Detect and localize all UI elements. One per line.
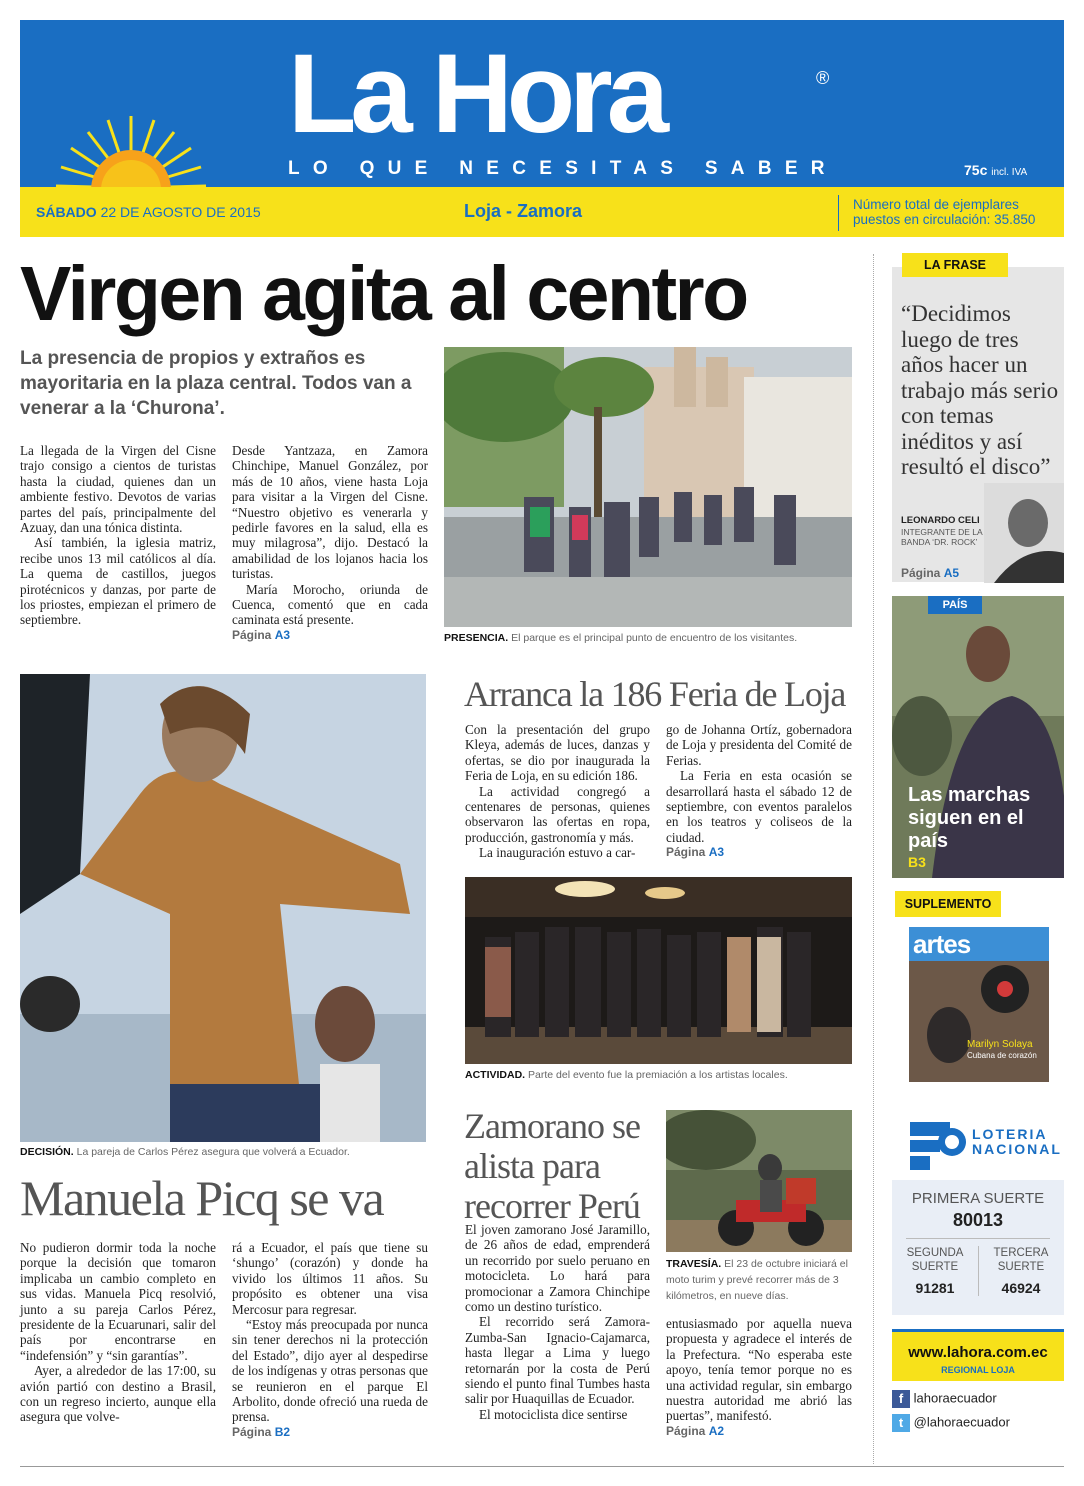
page-number: A3 — [274, 627, 291, 642]
page-label: Página — [901, 566, 941, 580]
frase-tag: LA FRASE — [902, 253, 1008, 277]
picq-headline: Manuela Picq se va — [20, 1170, 384, 1226]
suplemento-box[interactable] — [892, 891, 1064, 1091]
loteria-logo — [908, 1116, 1062, 1178]
lead-paragraph: María Morocho, oriunda de Cuenca, comentó que en cada caminata está presente. — [232, 581, 428, 628]
price-note: incl. IVA — [991, 167, 1028, 178]
caption-label: DECISIÓN. — [20, 1146, 74, 1158]
suplemento-cover — [909, 927, 1049, 1082]
web-box[interactable] — [892, 1329, 1064, 1381]
picq-column-2 — [232, 1240, 428, 1440]
page-number: A2 — [708, 1423, 725, 1438]
date-rest: 22 DE AGOSTO DE 2015 — [100, 204, 261, 220]
logo-text: La Hora — [288, 31, 663, 156]
frase-page-ref[interactable] — [901, 566, 959, 580]
zamorano-photo — [666, 1110, 852, 1252]
picq-column-1 — [20, 1240, 216, 1425]
picq-page-ref[interactable] — [232, 1425, 428, 1440]
page-number: A3 — [708, 845, 725, 860]
zamorano-column-1 — [465, 1222, 650, 1422]
feria-column-1 — [465, 722, 650, 861]
zamorano-headline: Zamorano se alista para recorrer Perú — [464, 1106, 640, 1226]
caption-text: El parque es el principal punto de encuentro de los visitantes. — [511, 632, 798, 644]
loteria-brand: LOTERIA — [972, 1126, 1048, 1142]
page-label: Página — [232, 627, 272, 642]
price-value: 75c — [964, 162, 988, 178]
frase-author: LEONARDO CELI — [901, 515, 980, 526]
lead-column-1 — [20, 443, 216, 628]
suplemento-cover-title: artes — [913, 929, 971, 959]
circulation-line2: puestos en circulación: 35.850 — [853, 212, 1036, 227]
feria-paragraph: Con la presentación del grupo Kleya, además de luces, danzas y ofertas, se dio por inaugurada la Feria de Loja, en su edición 186. — [465, 722, 650, 784]
bottom-rule — [20, 1466, 1064, 1467]
picq-photo-caption — [20, 1146, 426, 1158]
frase-box — [892, 258, 1064, 582]
tercera-number: 46924 — [1001, 1280, 1041, 1296]
caption-text: El 23 de octubre iniciará el moto turim y prevé recorrer más de 3 kilómetros, en nueve días. — [666, 1258, 848, 1302]
facebook-icon: f — [892, 1390, 910, 1408]
suplemento-cover-line1: Marilyn Solaya — [967, 1039, 1033, 1050]
segunda-label-line1: SEGUNDA — [906, 1247, 964, 1259]
lead-column-2 — [232, 443, 428, 643]
sidebar-divider — [873, 254, 874, 1464]
picq-photo — [20, 674, 426, 1142]
circulation-divider — [838, 195, 839, 231]
pais-tag: PAÍS — [928, 596, 982, 614]
feria-photo — [465, 877, 852, 1064]
suplemento-tag: SUPLEMENTO — [895, 891, 1001, 917]
zamorano-paragraph: entusiasmado por aquella nueva propuesta y agradece el interés de la Prefectura. “No esperaba este apoyo, tenía temor porque no es una actividad regular, sin embargo nuestra autoridad me abrió las puertas”, manifestó. — [666, 1316, 852, 1424]
slogan: LO QUE NECESITAS SABER — [288, 158, 838, 179]
caption-label: PRESENCIA. — [444, 632, 509, 644]
zamorano-paragraph: El recorrido será Zamora-Zumba-San Ignacio-Cajamarca, hasta llegar a Lima y luego retornarán por la costa de Perú siendo el punto final Tumbes hasta salir por Huaquillas de Ecuador. — [465, 1314, 650, 1407]
feria-paragraph: go de Johanna Ortíz, gobernadora de Loja y presidenta del Comité de Ferias. — [666, 722, 852, 768]
lead-page-ref[interactable] — [232, 628, 428, 643]
tercera-label-line2: SUERTE — [997, 1261, 1045, 1273]
date-day: SÁBADO — [36, 204, 97, 220]
caption-label: ACTIVIDAD. — [465, 1069, 526, 1081]
loteria-box — [892, 1110, 1064, 1315]
loteria-emblem-icon — [908, 1116, 968, 1174]
lead-paragraph: Así también, la iglesia matriz, recibe unos 13 mil católicos al día. La quema de castillos, juegos pirotécnicos y danzas, por parte de los priostes, empiezan el primero de septiembre. — [20, 535, 216, 628]
page-number: B2 — [274, 1424, 291, 1439]
date-band — [20, 187, 1064, 237]
lead-paragraph: Desde Yantzaza, en Zamora Chinchipe, Manuel González, por más de 10 años, viene hasta Loja para visitar a la Virgen del Cisne. “Nuestro objetivo es venerarla y pedirle favores en la salud, ella es muy milagrosa”, dijo. Destacó la amabilidad de los lojanos hacia los turistas. — [232, 443, 428, 582]
twitter-handle: @lahoraecuador — [913, 1414, 1010, 1430]
loteria-divider — [906, 1238, 1050, 1239]
segunda-label-line2: SUERTE — [911, 1261, 959, 1273]
picq-paragraph: No pudieron dormir toda la noche porque la decisión que tomaron implicaba un cambio completo en sus vidas. Manuela Picq resolvió, junto a su pareja Carlos Pérez, presidente de la Ecuarunari, salir del país por encontrarse en “indefensión” y “sin garantías”. — [20, 1240, 216, 1363]
picq-paragraph: Ayer, a alrededor de las 17:00, su avión partió con destino a Brasil, con un regreso incierto, aunque ella asegura que volve- — [20, 1363, 216, 1425]
primera-number: 80013 — [952, 1210, 1004, 1230]
picq-paragraph: “Estoy más preocupada por nunca sin tener derechos ni la protección del Estado”, dijo ayer al despedirse de los indígenas y otras personas que se reunieron en el parque El Arbolito, donde ofreció una rueda de prensa. — [232, 1317, 428, 1425]
feria-column-2 — [666, 722, 852, 861]
caption-label: TRAVESÍA. — [666, 1258, 722, 1270]
lead-headline: Virgen agita al centro — [20, 251, 747, 337]
zamorano-page-ref[interactable] — [666, 1424, 852, 1439]
feria-paragraph: La inauguración estuvo a car- — [479, 845, 636, 861]
masthead — [20, 20, 1064, 237]
lead-paragraph: La llegada de la Virgen del Cisne trajo consigo a cientos de turistas hasta la ciudad, quienes dan un ambiente festivo. Devotos de varias partes del país, principalmente del Azuay, dan una tónica distinta. — [20, 443, 216, 536]
loteria-brand2: NACIONAL — [972, 1141, 1062, 1157]
segunda-number: 91281 — [915, 1280, 955, 1296]
zamorano-paragraph: El motociclista dice sentirse — [479, 1406, 628, 1422]
web-regional: REGIONAL LOJA — [941, 1365, 1015, 1375]
segunda-label — [892, 1246, 978, 1274]
edition-label: Loja - Zamora — [464, 201, 583, 221]
pais-page-ref: B3 — [908, 854, 926, 870]
suplemento-cover-line2: Cubana de corazón — [967, 1051, 1037, 1060]
web-url[interactable]: www.lahora.com.ec — [908, 1344, 1048, 1361]
pais-box[interactable] — [892, 596, 1064, 878]
feria-paragraph: La actividad congregó a centenares de personas, quienes observaron las ofertas en ropa, producción, gastronomía y más. — [465, 783, 650, 845]
page-label: Página — [232, 1424, 272, 1439]
lead-deck: La presencia de propios y extraños es mayoritaria en la plaza central. Todos van a venerar a la ‘Churona’. — [20, 348, 412, 419]
zamorano-column-2 — [666, 1316, 852, 1439]
feria-paragraph: La Feria en esta ocasión se desarrollará hasta el sábado 12 de septiembre, con eventos paralelos en los teatros y coliseos de la ciudad. — [666, 768, 852, 845]
issue-date — [36, 204, 261, 220]
registered-mark: ® — [816, 68, 830, 88]
facebook-handle: lahoraecuador — [913, 1390, 997, 1406]
primera-label: PRIMERA SUERTE — [911, 1190, 1045, 1207]
tercera-label — [978, 1246, 1064, 1274]
zamorano-paragraph: El joven zamorano José Jaramillo, de 26 años de edad, emprenderá un recorrido por suelo peruano en motocicleta. Lo hará para promocionar a Zamora Chinchipe como un destino turístico. — [465, 1222, 650, 1315]
picq-paragraph: rá a Ecuador, el país que tiene su ‘shungo’ (corazón) y donde ha vivido los últimos 11 años. Su propósito es obtener una visa Mercosur para regresar. — [232, 1240, 428, 1317]
lead-photo-plaza — [444, 347, 852, 627]
feria-page-ref[interactable] — [666, 845, 852, 860]
feria-headline: Arranca la 186 Feria de Loja — [464, 674, 846, 714]
loteria-results — [892, 1180, 1064, 1315]
lead-photo-caption — [444, 632, 852, 644]
circulation-info — [853, 197, 1035, 227]
tercera-label-line1: TERCERA — [993, 1247, 1049, 1259]
caption-text: Parte del evento fue la premiación a los artistas locales. — [528, 1069, 788, 1081]
page-number: A5 — [943, 566, 960, 580]
circulation-line1: Número total de ejemplares — [853, 197, 1019, 212]
frase-author-role: INTEGRANTE DE LA BANDA ‘DR. ROCK’ — [901, 527, 983, 547]
frase-quote: “Decidimos luego de tres años hacer un trabajo más serio con temas inéditos y así resultó el disco” — [901, 301, 1059, 479]
frase-portrait — [984, 483, 1064, 583]
zamorano-photo-caption — [666, 1256, 852, 1304]
twitter-icon: t — [892, 1414, 910, 1432]
facebook-link[interactable] — [892, 1390, 997, 1408]
page-label: Página — [666, 1423, 706, 1438]
caption-text: La pareja de Carlos Pérez asegura que volverá a Ecuador. — [76, 1146, 350, 1158]
price — [964, 162, 1027, 178]
twitter-link[interactable] — [892, 1414, 1010, 1432]
page-label: Página — [666, 845, 706, 860]
feria-photo-caption — [465, 1069, 852, 1081]
pais-title: Las marchas siguen en el país — [908, 784, 1031, 852]
